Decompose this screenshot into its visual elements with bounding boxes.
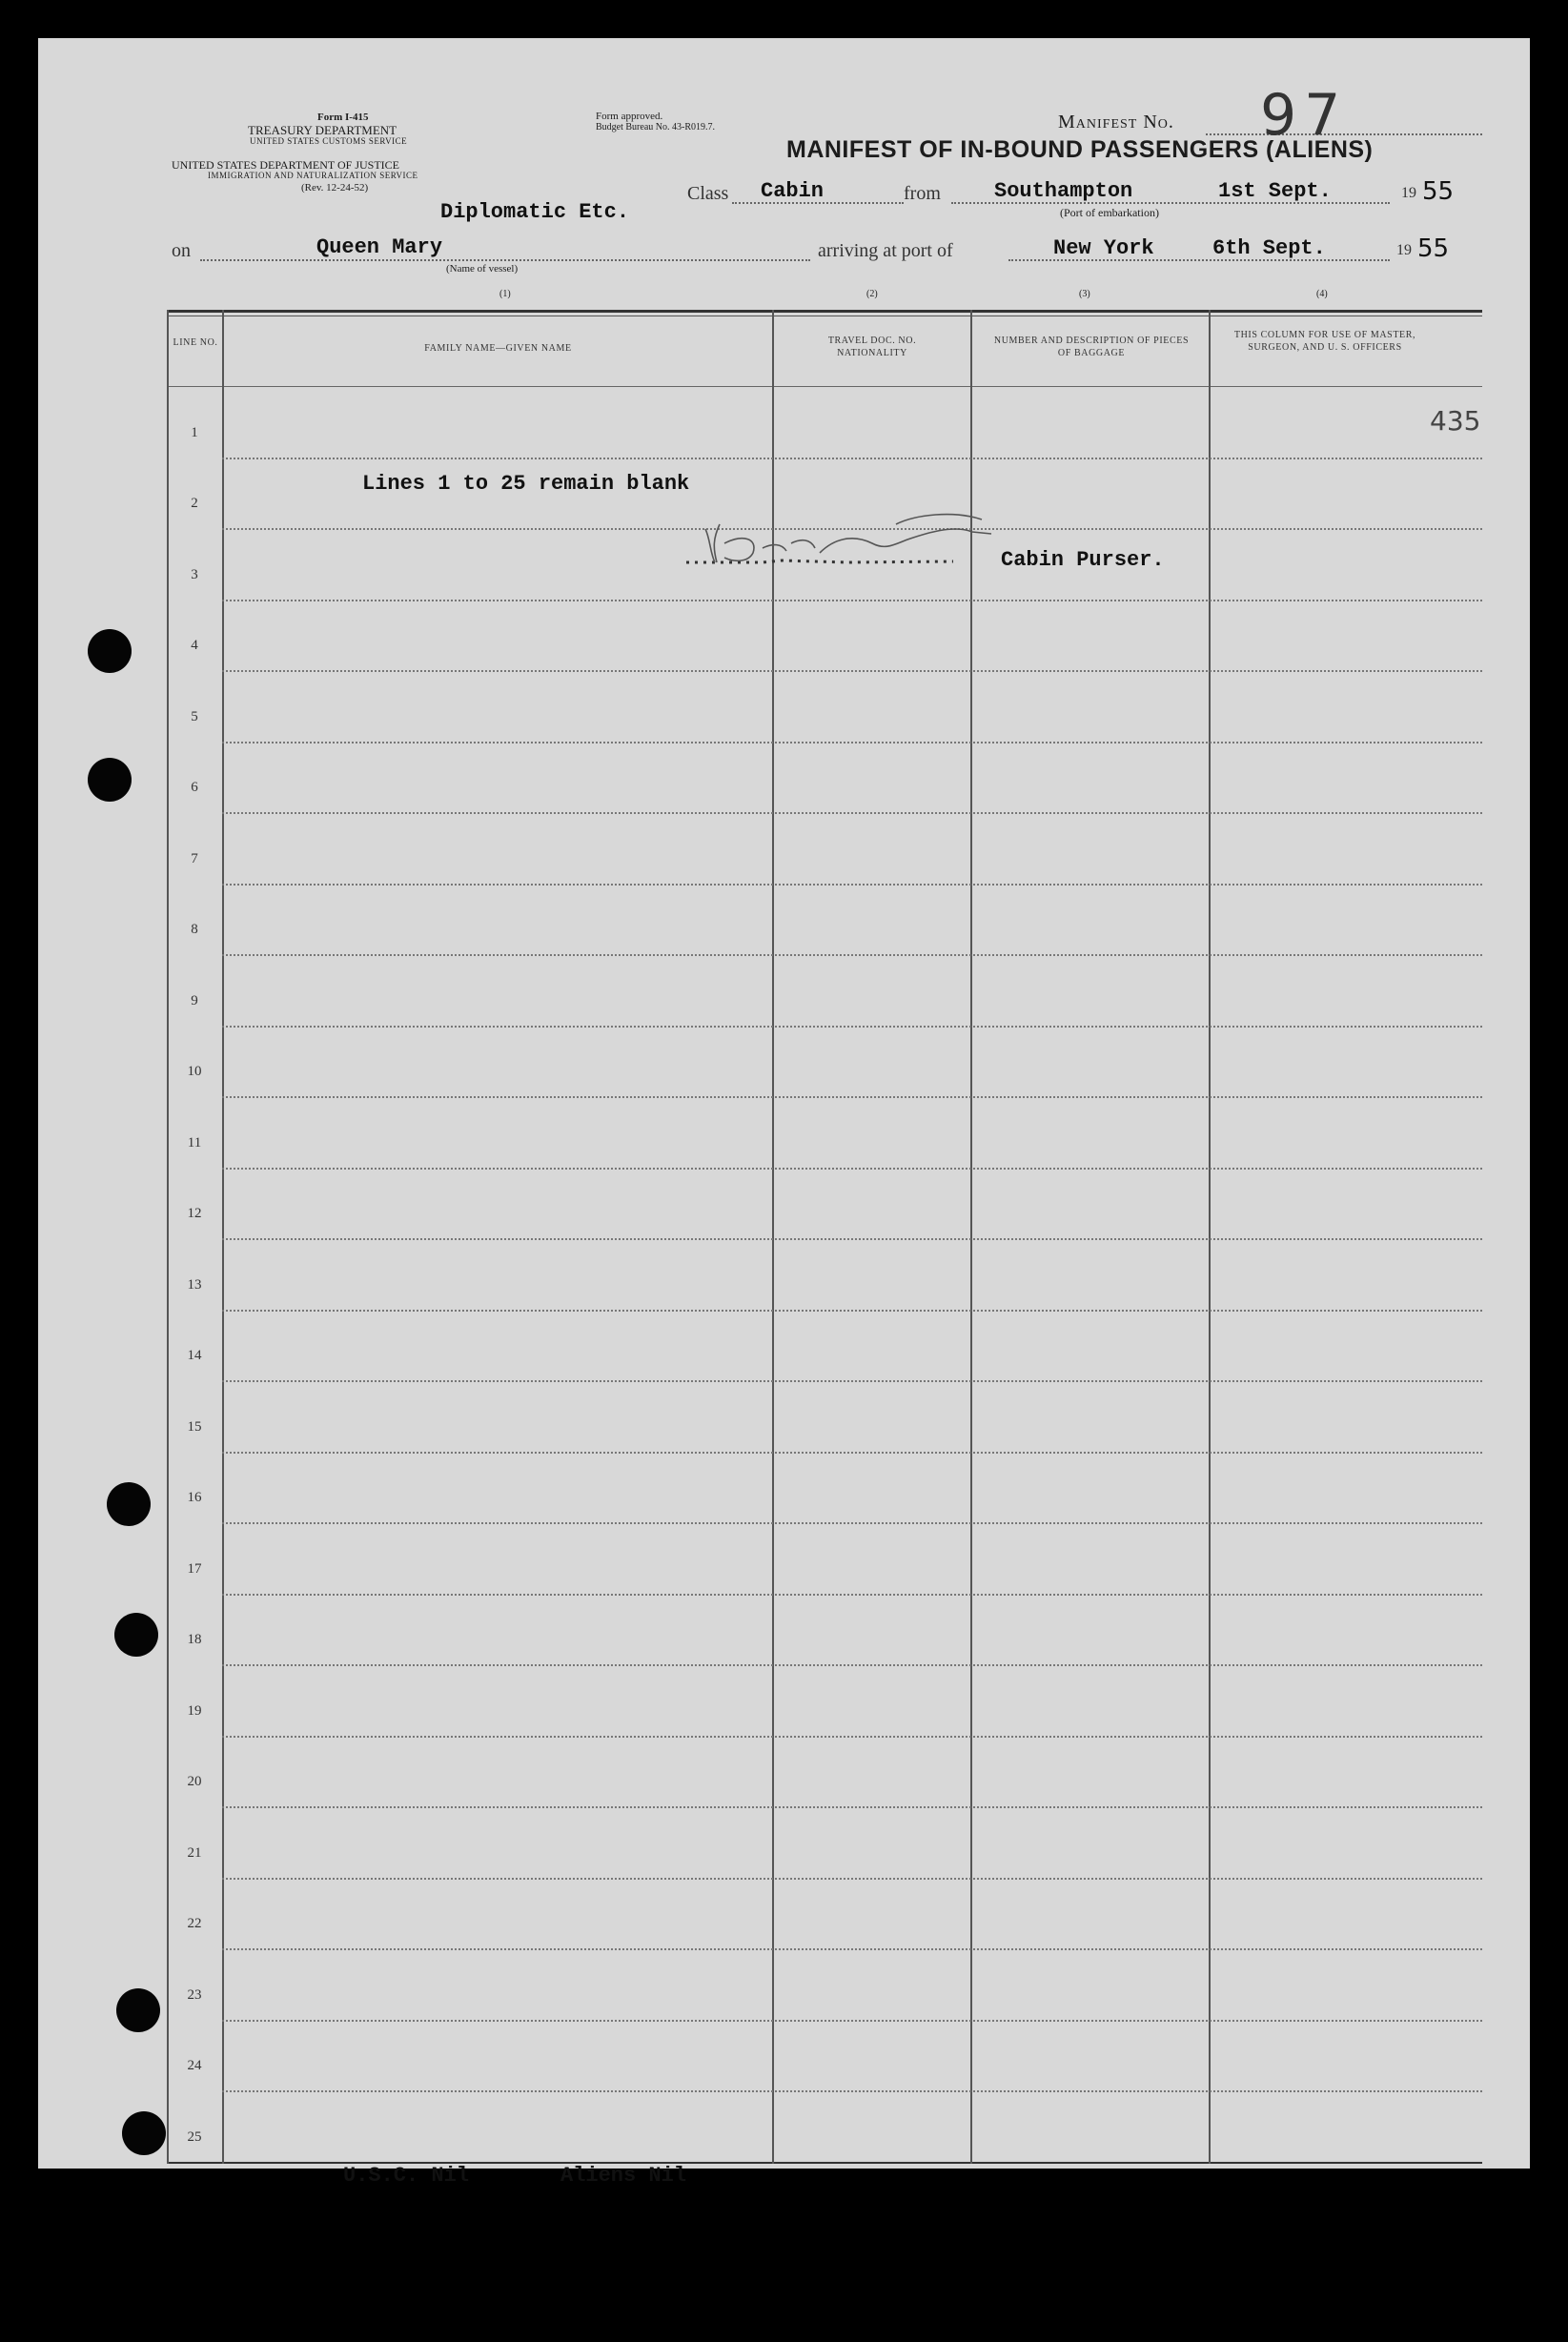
table-row-line [222, 1736, 1482, 1738]
column-number-2: (2) [866, 289, 878, 299]
punch-hole [116, 1988, 160, 2032]
arriving-label: arriving at port of [818, 240, 953, 261]
table-row-line [222, 884, 1482, 886]
arrival-date: 6th Sept. [1212, 236, 1326, 260]
manifest-no-label: Manifest No. [1058, 112, 1174, 132]
table-row-line [222, 1594, 1482, 1596]
col-baggage-header: NUMBER AND DESCRIPTION OF PIECES OF BAGGAGE [993, 336, 1190, 358]
col-line-no-header: LINE NO. [173, 337, 218, 348]
table-row-line [222, 1948, 1482, 1950]
table-row-line [222, 1806, 1482, 1808]
from-label: from [904, 183, 941, 204]
line-number: 4 [191, 638, 198, 653]
treasury-department: TREASURY DEPARTMENT [248, 123, 397, 137]
table-row-line [222, 1096, 1482, 1098]
line-number: 23 [187, 1986, 202, 2003]
line-number: 14 [187, 1348, 202, 1363]
vessel-value: Queen Mary [316, 235, 443, 259]
form-number: Form I-415 [317, 112, 369, 123]
vessel-line [200, 259, 810, 261]
table-row-line [222, 1452, 1482, 1454]
port-of-embarkation-label: (Port of embarkation) [1060, 206, 1159, 219]
arrival-year-suffix: 55 [1417, 234, 1450, 263]
class-value: Cabin [761, 179, 825, 203]
manifest-sheet [38, 38, 1530, 2188]
line-number: 9 [191, 992, 198, 1008]
category-value: Diplomatic Etc. [440, 200, 630, 224]
col-name-header: FAMILY NAME—GIVEN NAME [424, 343, 572, 354]
departure-date: 1st Sept. [1218, 179, 1332, 203]
year-prefix: 19 [1401, 185, 1416, 201]
line-number: 6 [191, 780, 198, 795]
line-number: 20 [187, 1774, 202, 1789]
class-label: Class [687, 183, 729, 204]
arrival-port: New York [1053, 236, 1154, 260]
line-number: 3 [191, 566, 198, 582]
column-number-1: (1) [499, 289, 511, 299]
page-title: MANIFEST OF IN-BOUND PASSENGERS (ALIENS) [786, 136, 1374, 163]
table-row-line [222, 954, 1482, 956]
form-approved: Form approved. [596, 111, 663, 122]
stamp-number: 435 [1430, 405, 1481, 437]
punch-hole [122, 2111, 166, 2155]
purser-label: Cabin Purser. [1001, 548, 1165, 572]
line-number: 19 [187, 1702, 202, 1719]
line-number: 18 [187, 1632, 202, 1647]
col-officers-header: THIS COLUMN FOR USE OF MASTER, SURGEON, AND U. S. OFFICERS [1233, 330, 1416, 353]
table-row-line [222, 1664, 1482, 1666]
line-number: 22 [187, 1916, 202, 1931]
vessel-label: (Name of vessel) [446, 263, 519, 275]
punch-hole [88, 629, 132, 673]
punch-hole [114, 1613, 158, 1657]
immigration-service: IMMIGRATION AND NATURALIZATION SERVICE [208, 171, 418, 180]
table-row-line [222, 458, 1482, 459]
department-of-justice: UNITED STATES DEPARTMENT OF JUSTICE [172, 158, 400, 172]
table-row-line [222, 1878, 1482, 1880]
year-suffix: 55 [1422, 177, 1455, 206]
footer-aliens: Aliens Nil [560, 2164, 687, 2188]
line-number: 25 [187, 2128, 202, 2145]
line-number: 10 [187, 1064, 202, 1079]
on-label: on [172, 240, 191, 261]
punch-hole [107, 1482, 151, 1526]
column-number-4: (4) [1316, 289, 1328, 299]
line-number: 2 [191, 496, 198, 511]
line1-entry: Lines 1 to 25 remain blank [362, 472, 690, 496]
table-row-line [222, 600, 1482, 601]
revision: (Rev. 12-24-52) [301, 182, 369, 193]
table-row-line [222, 670, 1482, 672]
line-number: 15 [187, 1418, 202, 1435]
table-row-line [222, 1380, 1482, 1382]
table-row-line [222, 1238, 1482, 1240]
line-number: 13 [187, 1276, 202, 1293]
column-number-3: (3) [1079, 289, 1090, 299]
line-number: 1 [191, 424, 198, 440]
table-row-line [222, 1522, 1482, 1524]
table-row-line [222, 1310, 1482, 1312]
arrival-year-prefix: 19 [1396, 242, 1412, 258]
customs-service: UNITED STATES CUSTOMS SERVICE [250, 136, 408, 146]
line-number: 16 [187, 1490, 202, 1505]
budget-bureau: Budget Bureau No. 43-R019.7. [596, 122, 715, 132]
line-number: 5 [191, 708, 198, 724]
table-row-line [222, 2020, 1482, 2022]
table-row-line [222, 742, 1482, 743]
port-of-embarkation-value: Southampton [994, 179, 1133, 203]
manifest-no-value: 97 [1260, 82, 1349, 149]
footer-usc: U.S.C. Nil [343, 2164, 470, 2188]
line-number: 21 [187, 1844, 202, 1861]
col-travel-doc-header: TRAVEL DOC. NO. NATIONALITY [827, 336, 917, 358]
table-row-line [222, 2090, 1482, 2092]
line-number: 8 [191, 922, 198, 937]
line-number: 17 [187, 1560, 202, 1577]
table-row-line [222, 1026, 1482, 1028]
line-number: 11 [187, 1134, 202, 1151]
line-number: 7 [191, 850, 198, 866]
line-number: 24 [187, 2058, 202, 2073]
line-number: 12 [187, 1206, 202, 1221]
table-row-line [222, 812, 1482, 814]
punch-hole [88, 758, 132, 802]
manifest-table [167, 310, 1482, 2202]
table-row-line [222, 1168, 1482, 1170]
